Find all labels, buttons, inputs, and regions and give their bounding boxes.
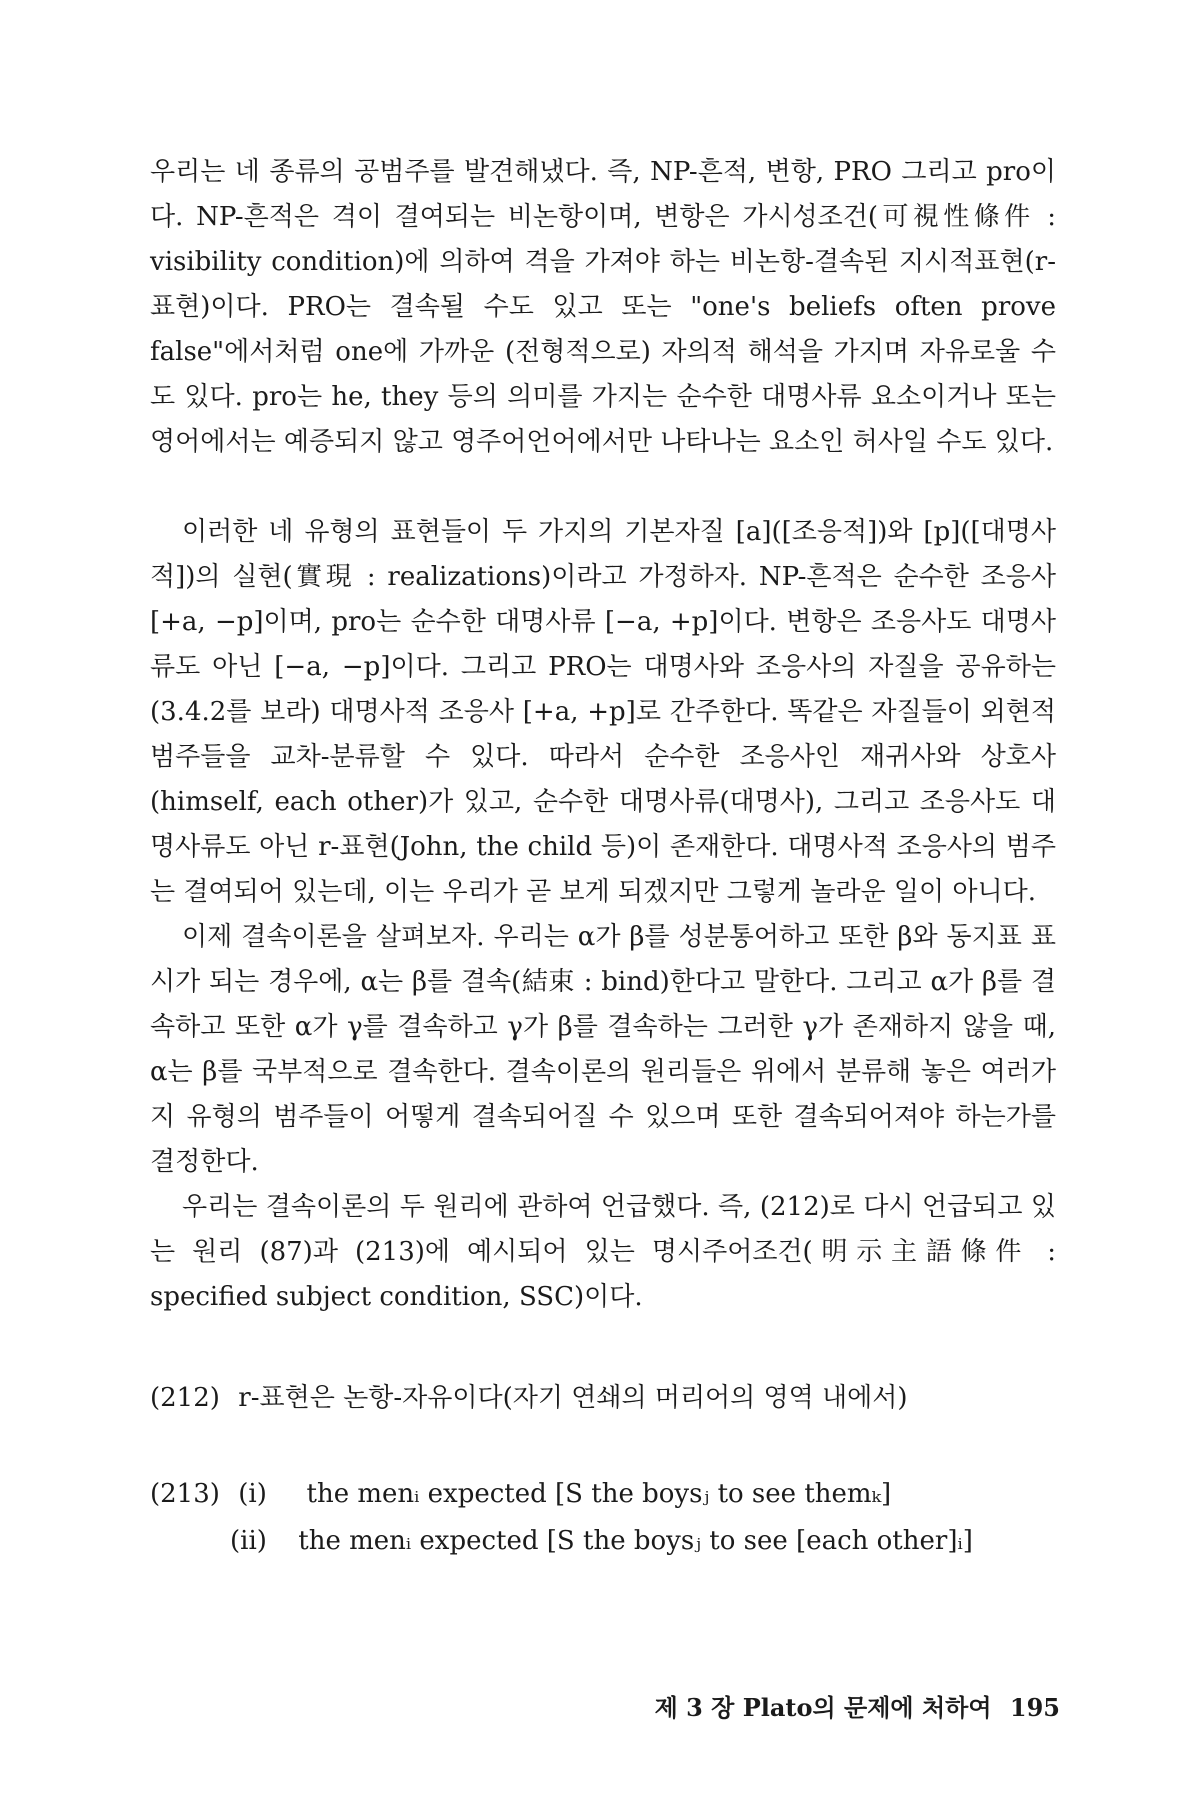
page-number: 195 [1009,1693,1060,1722]
example-text: r-표현은 논항-자유이다(자기 연쇄의 머리어의 영역 내에서) [238,1383,908,1413]
body-paragraph-1: 우리는 네 종류의 공범주를 발견해냈다. 즉, NP-흔적, 변항, PRO 그리고 pro이다. NP-흔적은 격이 결여되는 비논항이며, 변항은 가시성조건(可視性條件 : visibility condition)에 의하여 격을 가져야 하는 비논항-결속된 지시적표현(r-표현)이다. PRO는 결속될 수도 있고 또는 "one's beliefs often prove false"에서처럼 one에 가까운 (전형적으로) 자의적 해석을 가지며 자유로울 수도 있다. pro는 he, they 등의 의미를 가지는 순수한 대명사류 요소이거나 또는 영어에서는 예증되지 않고 영주어언어에서만 나타나는 요소인 허사일 수도 있다. [150,157,1056,457]
example-213-i [150,1474,891,1514]
example-212 [150,1378,908,1418]
example-text: the menᵢ expected [S the boysⱼ to see themₖ] [306,1479,892,1509]
running-footer [640,1688,1060,1723]
example-number: (212) [150,1383,220,1413]
chapter-title: 제 3 장 Plato의 문제에 처하여 [654,1693,992,1722]
example-text: the menᵢ expected [S the boysⱼ to see [each other]ᵢ] [298,1526,973,1556]
body-paragraph-3: 이제 결속이론을 살펴보자. 우리는 α가 β를 성분통어하고 또한 β와 동지표 표시가 되는 경우에, α는 β를 결속(結束 : bind)한다고 말한다. 그리고 α가 β를 결속하고 또한 α가 γ를 결속하고 γ가 β를 결속하는 그러한 γ가 존재하지 않을 때, α는 β를 국부적으로 결속한다. 결속이론의 원리들은 위에서 분류해 놓은 여러가지 유형의 범주들이 어떻게 결속되어질 수 있으며 또한 결속되어져야 하는가를 결정한다. [150,922,1056,1177]
body-paragraph-2: 이러한 네 유형의 표현들이 두 가지의 기본자질 [a]([조응적])와 [p]([대명사적])의 실현(實現 : realizations)이라고 가정하자. NP-흔적은 순수한 조응사 [+a, −p]이며, pro는 순수한 대명사류 [−a, +p]이다. 변항은 조응사도 대명사류도 아닌 [−a, −p]이다. 그리고 PRO는 대명사와 조응사의 자질을 공유하는 (3.4.2를 보라) 대명사적 조응사 [+a, +p]로 간주한다. 똑같은 자질들이 외현적 범주들을 교차-분류할 수 있다. 따라서 순수한 조응사인 재귀사와 상호사(himself, each other)가 있고, 순수한 대명사류(대명사), 그리고 조응사도 대명사류도 아닌 r-표현(John, the child 등)이 존재한다. 대명사적 조응사의 범주는 결여되어 있는데, 이는 우리가 곧 보게 되겠지만 그렇게 놀라운 일이 아니다. [150,517,1056,907]
example-number: (213) [150,1479,220,1509]
body-paragraph-4: 우리는 결속이론의 두 원리에 관하여 언급했다. 즉, (212)로 다시 언급되고 있는 원리 (87)과 (213)에 예시되어 있는 명시주어조건(明示主語條件 : specified subject condition, SSC)이다. [150,1192,1056,1312]
example-subnumber: (i) [238,1479,267,1509]
example-subnumber: (ii) [230,1526,267,1556]
example-213-ii [150,1521,973,1561]
